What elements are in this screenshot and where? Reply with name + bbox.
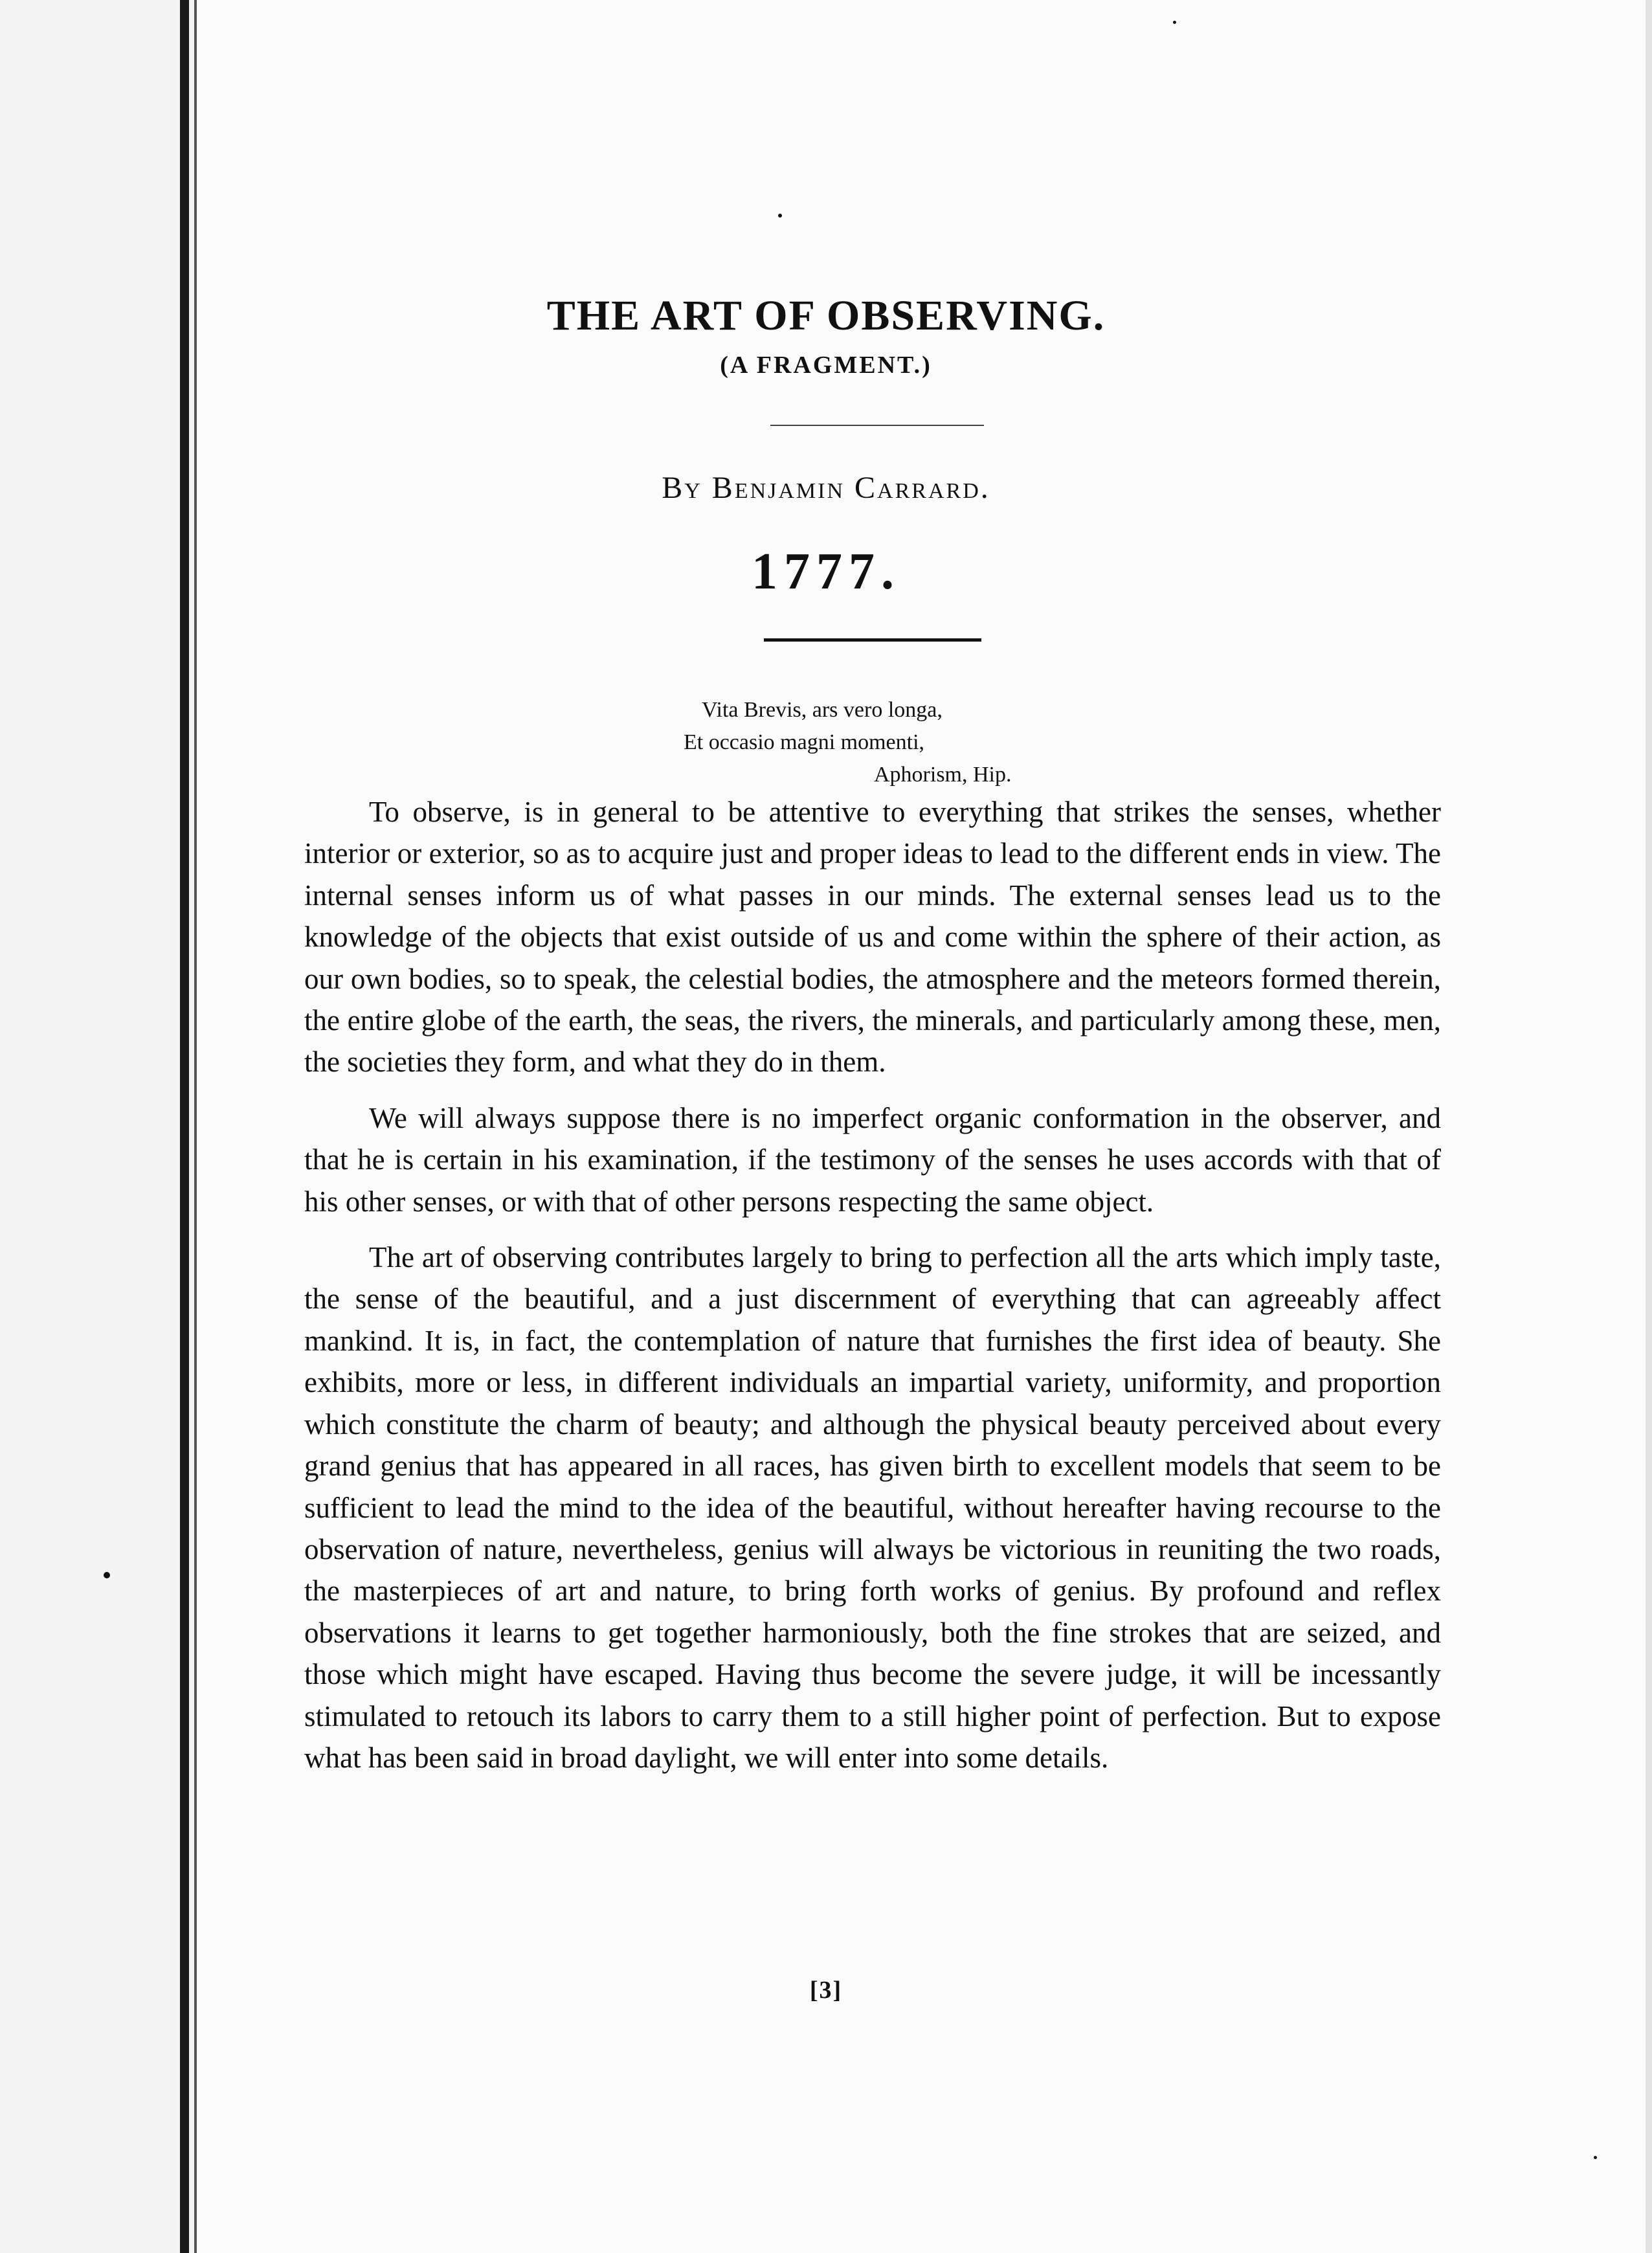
- scan-speck: [1173, 21, 1176, 24]
- article-body: [304, 791, 1441, 1793]
- paragraph: To observe, is in general to be attentive to everything that strikes the senses, whether interior or exterior, so as to acquire just and proper ideas to lead to the different ends in view. The internal senses inform us of what passes in our minds. The external senses lead us to the knowledge of the objects that exist outside of us and come within the sphere of their action, as our own bodies, so to speak, the celestial bodies, the atmosphere and the meteors formed therein, the entire globe of the earth, the seas, the rivers, the minerals, and particularly among these, men, the societies they form, and what they do in them.: [304, 796, 1441, 1079]
- heading-rule: [764, 638, 981, 642]
- article-title: THE ART OF OBSERVING.: [546, 292, 1106, 339]
- epigraph-attribution: Aphorism, Hip.: [874, 763, 1012, 787]
- publication-year: 1777.: [752, 543, 900, 600]
- epigraph-line: Et occasio magni momenti,: [684, 730, 925, 754]
- scan-speck: [1594, 2156, 1597, 2159]
- page-number: [3]: [809, 1977, 843, 2004]
- epigraph-line: Vita Brevis, ars vero longa,: [702, 698, 943, 722]
- article-subtitle: (A FRAGMENT.): [720, 352, 932, 379]
- scan-speck: [778, 214, 782, 218]
- paragraph: We will always suppose there is no imperfect organic conformation in the observer, and that he is certain in his examination, if the testimony of the senses he uses accords with that of his other senses, or with that of other persons respecting the same object.: [304, 1101, 1441, 1218]
- paragraph: The art of observing contributes largely to bring to perfection all the arts which imply taste, the sense of the beautiful, and a just discernment of everything that can agreeably affect mankind. It is, in fact, the contemplation of nature that furnishes the first idea of beauty. She exhibits, more or less, in different individuals an impartial variety, uniformity, and proportion which constitute the charm of beauty; and although the physical beauty perceived about every grand genius that has appeared in all races, has given birth to excellent models that seem to be sufficient to lead the mind to the idea of the beautiful, without hereafter having recourse to the observation of nature, nevertheless, genius will always be victorious in reuniting the two roads, the masterpieces of art and nature, to bring forth works of genius. By profound and reflex observations it learns to get together harmoniously, both the fine strokes that are seized, and those which might have escaped. Having thus become the severe judge, it will be incessantly stimulated to retouch its labors to carry them to a still higher point of perfection. But to expose what has been said in broad daylight, we will enter into some details.: [304, 1241, 1441, 1774]
- scan-speck: [104, 1572, 110, 1578]
- title-rule: [770, 425, 984, 426]
- author-byline: By Benjamin Carrard.: [662, 471, 990, 505]
